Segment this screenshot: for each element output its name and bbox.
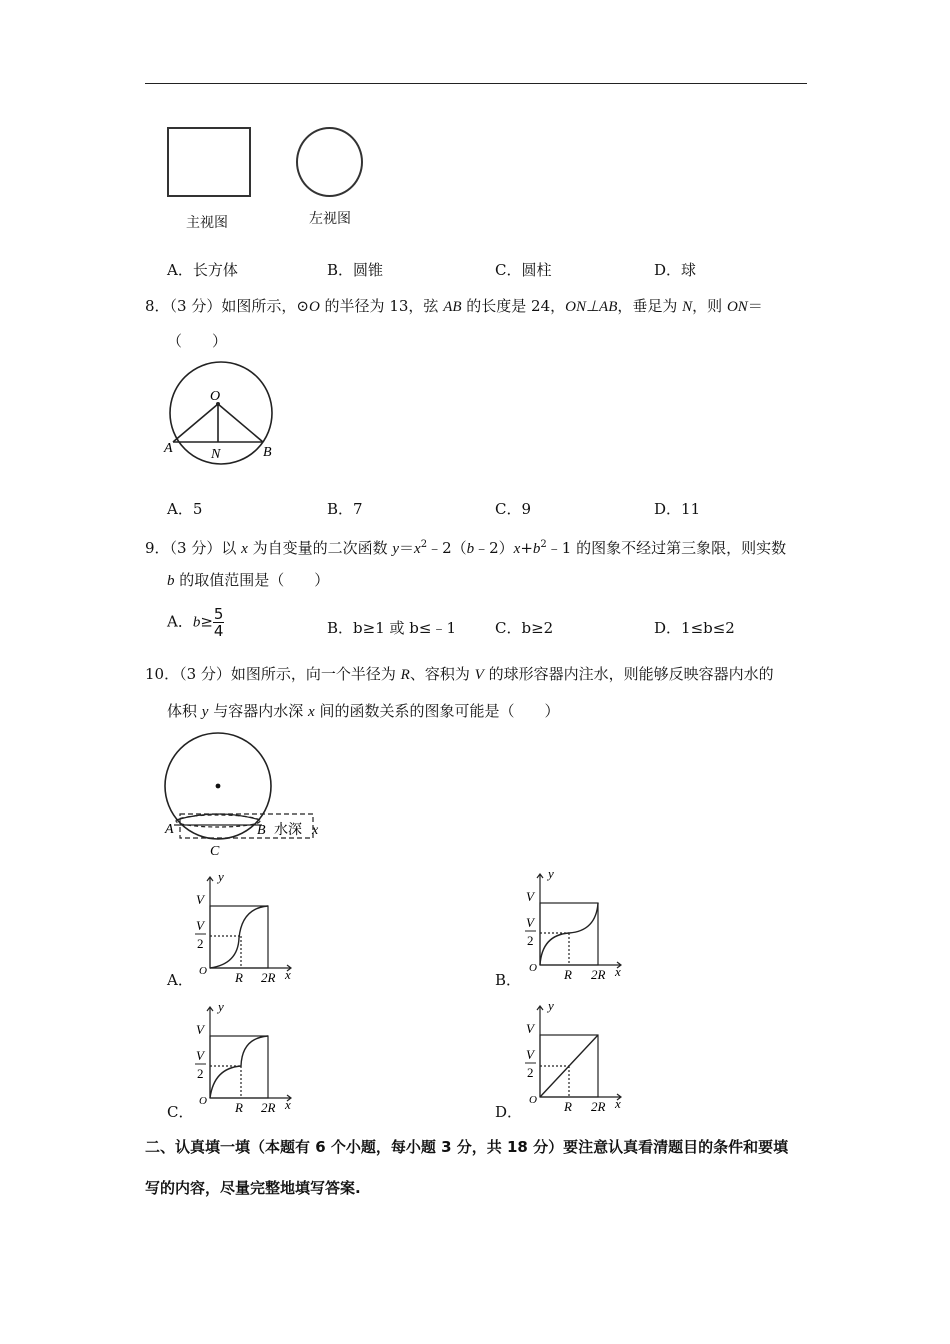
q10-graph-c-svg	[190, 998, 300, 1118]
q10-graph-d-y: y	[548, 998, 554, 1013]
q10-graph-b	[520, 865, 630, 985]
q10-label-c: C	[210, 844, 220, 859]
q10-graph-b-y: y	[548, 866, 554, 881]
q8-label-o: O	[210, 389, 221, 404]
q10-option-c: C．	[167, 1103, 194, 1121]
q10-graph-b-half-den: 2	[527, 933, 534, 948]
q10-graph-d-o: O	[529, 1094, 537, 1106]
q10-graph-d-half-den: 2	[527, 1065, 534, 1080]
q9-option-a-fraction: $\frac{5}{4}$	[213, 605, 224, 640]
q7-option-c: C．圆柱	[495, 261, 552, 279]
q8-label-a: A	[164, 441, 173, 456]
q9-question-line1: 9．（3 分）以 x 为自变量的二次函数 $y=x^2﹣2(b﹣2)x+b^2﹣1$ 的图象不经过第三象限，则实数	[145, 539, 787, 557]
q8-option-a: A．5	[167, 500, 203, 518]
header-rule	[145, 83, 807, 84]
q10-graph-b-svg	[520, 865, 630, 985]
q8-label-b: B	[263, 445, 272, 460]
q10-graph-b-2r: 2R	[591, 967, 606, 982]
q7-option-a: A．长方体	[167, 261, 238, 279]
q10-graph-b-o: O	[529, 962, 537, 974]
q10-graph-a-half-den: 2	[197, 936, 204, 951]
q10-label-depth: 水深	[274, 822, 302, 838]
q10-graph-a-2r: 2R	[261, 970, 276, 985]
q8-radius-ob	[218, 404, 263, 442]
q10-option-d: D．	[495, 1103, 523, 1121]
q8-option-b: B．7	[327, 500, 363, 518]
q10-graph-d-2r: 2R	[591, 1099, 606, 1114]
q10-graph-a-v: V	[196, 892, 204, 907]
q7-option-b: B．圆锥	[327, 261, 384, 279]
q8-radius-oa	[173, 404, 218, 442]
q10-graph-b-x: x	[615, 964, 621, 979]
q10-graph-a-curve	[210, 906, 268, 968]
q10-sphere-center	[216, 784, 221, 789]
q10-graph-d-x: x	[615, 1096, 621, 1111]
q10-graph-c-curve	[210, 1036, 268, 1098]
front-view-square	[167, 127, 251, 197]
q10-graph-a-axes	[207, 877, 291, 971]
q9-option-a: A．b≥ $\frac{5}{4}$	[167, 605, 224, 640]
q8-option-c: C．9	[495, 500, 532, 518]
q10-graph-c	[190, 998, 300, 1118]
q10-graph-c-axes	[207, 1007, 291, 1101]
q10-graph-b-half-num: V	[526, 915, 534, 930]
q9-option-b: B．b≥1 或 b≤﹣1	[327, 619, 456, 637]
left-view-label: 左视图	[309, 211, 351, 227]
q10-question-line1: 10．（3 分）如图所示，向一个半径为 R、容积为 V 的球形容器内注水，则能够反映容器内水的	[145, 665, 774, 683]
q8-circle	[170, 362, 272, 464]
q10-graph-d	[520, 997, 630, 1117]
q10-label-depth-x: x	[312, 823, 319, 838]
q10-label-b: B	[257, 823, 266, 838]
section2-heading-line2: 写的内容，尽量完整地填写答案.	[145, 1179, 361, 1197]
q10-option-b: B．	[495, 971, 522, 989]
q10-graph-d-v: V	[526, 1021, 534, 1036]
q10-graph-a-half-num: V	[196, 918, 204, 933]
q10-label-a: A	[165, 822, 174, 837]
q7-option-d: D．球	[654, 261, 697, 279]
q10-graph-c-half-num: V	[196, 1048, 204, 1063]
q8-answer-paren: （ ）	[167, 332, 228, 350]
q8-label-n: N	[211, 447, 221, 462]
q8-circle-figure	[160, 358, 285, 466]
section2-heading-line1: 二、认真填一填（本题有 6 个小题，每小题 3 分，共 18 分）要注意认真看清题目的条件和要填	[145, 1138, 789, 1156]
q10-graph-d-half-num: V	[526, 1047, 534, 1062]
q10-graph-c-y: y	[218, 999, 224, 1014]
q10-graph-a-x: x	[285, 967, 291, 982]
q10-graph-a-y: y	[218, 869, 224, 884]
q10-graph-c-half-den: 2	[197, 1066, 204, 1081]
q10-graph-d-r: R	[564, 1099, 572, 1114]
q9-question-line2: b 的取值范围是（ ）	[167, 571, 330, 589]
q10-question-line2: 体积 y 与容器内水深 x 间的函数关系的图象可能是（ ）	[167, 702, 560, 720]
q10-graph-c-r: R	[235, 1100, 243, 1115]
q9-option-c: C．b≥2	[495, 619, 554, 637]
q10-option-a: A．	[167, 971, 193, 989]
q10-graph-b-v: V	[526, 889, 534, 904]
q10-graph-c-2r: 2R	[261, 1100, 276, 1115]
q10-sphere-figure	[160, 728, 340, 860]
q10-graph-b-r: R	[564, 967, 572, 982]
q10-graph-c-v: V	[196, 1022, 204, 1037]
q10-graph-a	[190, 868, 300, 988]
q10-graph-c-x: x	[285, 1097, 291, 1112]
q9-option-d: D．1≤b≤2	[654, 619, 735, 637]
q10-graph-d-svg	[520, 997, 630, 1117]
q8-question-line1: 8．（3 分）如图所示，⊙O 的半径为 13，弦 AB 的长度是 24，ON⊥AB，垂足为 N，则 ON＝	[145, 297, 763, 315]
q10-graph-a-svg	[190, 868, 300, 988]
q10-graph-c-o: O	[199, 1095, 207, 1107]
q10-graph-a-r: R	[235, 970, 243, 985]
front-view-label: 主视图	[186, 215, 228, 231]
left-view-circle	[296, 127, 363, 197]
q10-graph-b-axes	[537, 874, 621, 968]
q8-option-d: D．11	[654, 500, 701, 518]
q10-graph-a-o: O	[199, 965, 207, 977]
